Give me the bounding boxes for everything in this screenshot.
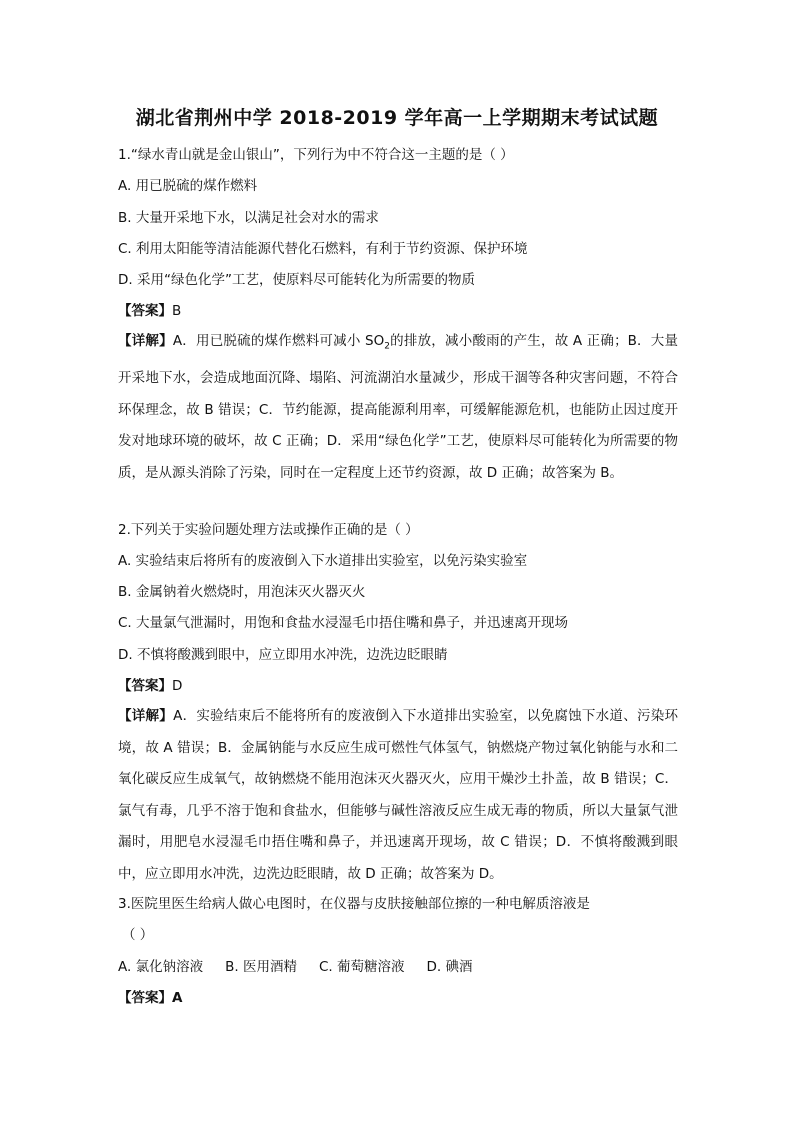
question-3-option-d: D. 碘酒	[426, 959, 473, 975]
question-3-options	[118, 958, 494, 976]
question-2-stem: 2.下列关于实验问题处理方法或操作正确的是（ ）	[118, 522, 419, 538]
explanation-label: 【详解】	[118, 708, 174, 724]
subscript-2: 2	[384, 341, 390, 352]
explanation-text: A．实验结束后不能将所有的废液倒入下水道排出实验室，以免腐蚀下水道、污染环境，故 A 错误；B．金属钠能与水反应生成可燃性气体氢气，钠燃烧产物过氧化钠能与水和二氧化碳反应生成氧气，故钠燃烧不能用泡沫灭火器灭火，应用干燥沙土扑盖，故 B 错误；C．氯气有毒，几乎不溶于饱和食盐水，但能够与碱性溶液反应生成无毒的物质，所以大量氯气泄漏时，用肥皂水浸湿毛巾捂住嘴和鼻子，并迅速离开现场，故 C 错误；D．不慎将酸溅到眼中，应立即用水冲洗，边洗边眨眼睛，故 D 正确；故答案为 D。	[118, 708, 679, 882]
question-1-option-d: D. 采用“绿色化学”工艺，使原料尽可能转化为所需要的物质	[118, 272, 475, 288]
answer-label: 【答案】	[118, 303, 172, 319]
document-title: 湖北省荆州中学 2018-2019 学年高一上学期期末考试试题	[135, 107, 659, 129]
question-2-explanation	[118, 701, 678, 890]
explanation-text-part-1: A．用已脱硫的煤作燃料可减小 SO	[172, 333, 385, 349]
question-3-option-a: A. 氯化钠溶液	[118, 959, 204, 975]
answer-value: A	[172, 990, 183, 1006]
question-2-option-d: D. 不慎将酸溅到眼中，应立即用水冲洗，边洗边眨眼睛	[118, 647, 448, 663]
question-2-option-a: A. 实验结束后将所有的废液倒入下水道排出实验室，以免污染实验室	[118, 553, 528, 569]
question-3-stem: 3.医院里医生给病人做心电图时，在仪器与皮肤接触部位擦的一种电解质溶液是	[118, 896, 590, 912]
question-3-answer	[118, 989, 182, 1007]
answer-label: 【答案】	[118, 990, 172, 1006]
question-2-option-c: C. 大量氯气泄漏时，用饱和食盐水浸湿毛巾捂住嘴和鼻子，并迅速离开现场	[118, 615, 569, 631]
answer-label: 【答案】	[118, 678, 172, 694]
question-1-option-b: B. 大量开采地下水，以满足社会对水的需求	[118, 210, 379, 226]
answer-value: B	[172, 303, 182, 319]
question-3-option-b: B. 医用酒精	[225, 959, 297, 975]
question-1-answer	[118, 302, 181, 320]
question-1-option-a: A. 用已脱硫的煤作燃料	[118, 178, 258, 194]
question-2-answer	[118, 677, 182, 695]
question-1-option-c: C. 利用太阳能等清洁能源代替化石燃料，有利于节约资源、保护环境	[118, 241, 528, 257]
question-3-option-c: C. 葡萄糖溶液	[318, 959, 405, 975]
question-2-option-b: B. 金属钠着火燃烧时，用泡沫灭火器灭火	[118, 584, 366, 600]
explanation-text-part-2: 的排放，减小酸雨的产生，故 A 正确；B．大量开采地下水，会造成地面沉降、塌陷、河流湖泊水量减少，形成干涸等各种灾害问题，不符合环保理念，故 B 错误；C．节约能源，提高能源利用率，可缓解能源危机，也能防止因过度开发对地球环境的破坏，故 C 正确；D．采用“绿色化学”工艺，使原料尽可能转化为所需要的物质，是从源头消除了污染，同时在一定程度上还节约资源，故 D 正确；故答案为 B。	[118, 333, 678, 481]
answer-value: D	[172, 678, 183, 694]
explanation-label: 【详解】	[118, 333, 173, 349]
question-1-explanation	[118, 326, 678, 489]
question-1-stem: 1.“绿水青山就是金山银山”，下列行为中不符合这一主题的是（ ）	[118, 147, 514, 163]
question-3-paren: （ ）	[122, 927, 154, 943]
